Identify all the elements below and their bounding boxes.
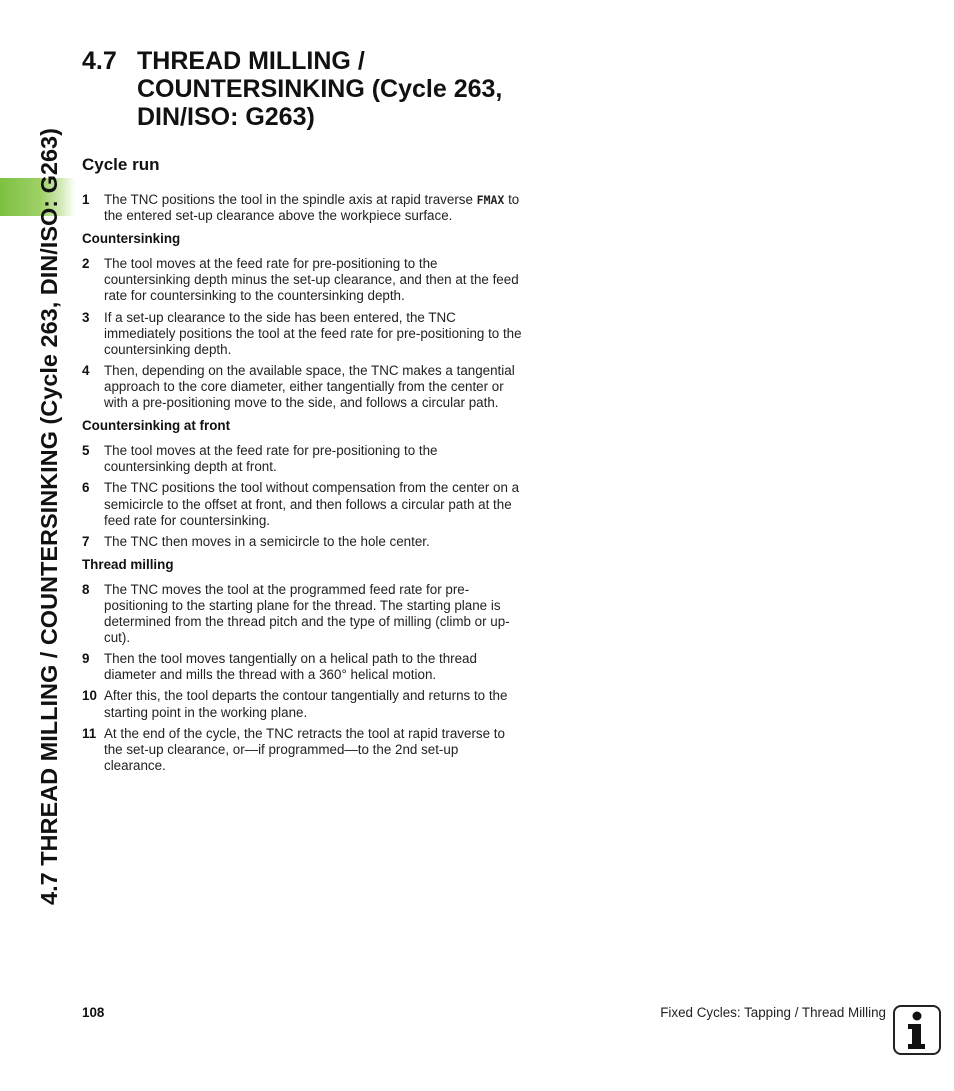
step-text-post: to the entered set-up clearance above the workpiece surface.	[104, 192, 520, 224]
info-icon	[893, 1005, 941, 1055]
step-1	[82, 192, 522, 224]
step-8	[82, 582, 522, 646]
step-text: The tool moves at the feed rate for pre-positioning to the countersinking depth at front.	[104, 443, 438, 475]
step-number: 1	[82, 192, 90, 207]
step-text: The TNC moves the tool at the programmed feed rate for pre-positioning to the starting plane for the thread. The starting plane is determined from the thread pitch and the type of milling (climb or up-cut).	[104, 581, 510, 646]
step-number: 4	[82, 362, 90, 378]
step-6	[82, 480, 522, 528]
step-number: 6	[82, 480, 90, 496]
step-number: 10	[82, 688, 97, 704]
section-title: THREAD MILLING / COUNTERSINKING (Cycle 263, DIN/ISO: G263)	[137, 47, 503, 131]
section-label-thread-milling: Thread milling	[82, 556, 174, 572]
step-text: The TNC positions the tool without compensation from the center on a semicircle to the offset at front, and then follows a circular path at the feed rate for countersinking.	[104, 480, 520, 528]
step-number: 7	[82, 533, 90, 549]
step-text: After this, the tool departs the contour tangentially and returns to the starting point in the working plane.	[104, 688, 508, 720]
step-text: At the end of the cycle, the TNC retracts the tool at rapid traverse to the set-up clearance, or—if programmed—to the 2nd set-up clearance.	[104, 725, 505, 773]
step-5	[82, 443, 522, 475]
step-11	[82, 726, 522, 774]
step-text: If a set-up clearance to the side has been entered, the TNC immediately positions the tool at the feed rate for pre-positioning to the countersinking depth.	[104, 309, 522, 357]
section-number: 4.7	[82, 47, 117, 75]
step-2	[82, 256, 522, 304]
step-number: 8	[82, 581, 90, 597]
step-text	[104, 192, 522, 224]
step-7	[82, 534, 522, 550]
step-3	[82, 310, 522, 358]
step-number: 11	[82, 725, 97, 741]
section-label-countersinking: Countersinking	[82, 231, 181, 247]
page-number: 108	[82, 1005, 105, 1020]
subheading-cycle-run: Cycle run	[82, 155, 160, 174]
step-number: 2	[82, 256, 90, 272]
step-text-pre: The TNC positions the tool in the spindle axis at rapid traverse	[104, 192, 477, 207]
step-text: Then, depending on the available space, the TNC makes a tangential approach to the core diameter, either tangentially from the center or with a pre-positioning move to the side, and follows a circular path.	[104, 362, 515, 411]
fmax-code: FMAX	[476, 193, 505, 207]
step-4	[82, 363, 522, 411]
footer-chapter-title: Fixed Cycles: Tapping / Thread Milling	[660, 1005, 886, 1020]
side-running-title: 4.7 THREAD MILLING / COUNTERSINKING (Cycle 263, DIN/ISO: G263)	[36, 128, 62, 905]
step-text: The tool moves at the feed rate for pre-positioning to the countersinking depth minus the set-up clearance, and then at the feed rate for countersinking to the countersinking depth.	[104, 256, 519, 304]
step-number: 3	[82, 309, 90, 325]
cycle-steps	[82, 192, 522, 779]
step-text: The TNC then moves in a semicircle to the hole center.	[104, 533, 430, 549]
step-9	[82, 651, 522, 683]
section-label-countersinking-at-front: Countersinking at front	[82, 418, 231, 434]
step-number: 9	[82, 651, 90, 667]
step-text: Then the tool moves tangentially on a helical path to the thread diameter and mills the thread with a 360° helical motion.	[104, 651, 477, 683]
step-10	[82, 688, 522, 720]
step-number: 5	[82, 443, 90, 459]
